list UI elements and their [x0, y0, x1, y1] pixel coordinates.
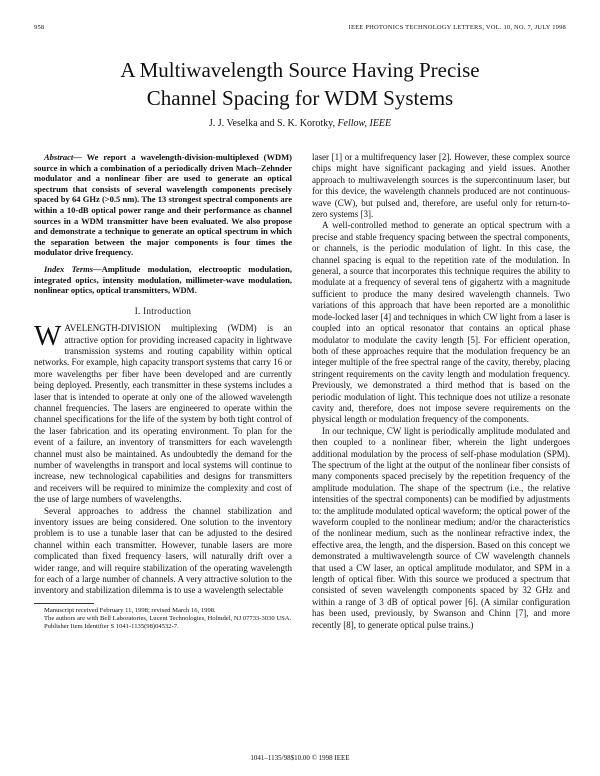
right-column	[312, 152, 570, 631]
body-paragraph-3: In our technique, CW light is periodically amplitude modulated and then coupled to a nonlinear fiber, wherein the light undergoes additional modulation by the process of self-phase modulation (SPM). The spectrum of the light at the output of the nonlinear fiber consists of many components spaced precisely by the repetition frequency of the amplitude modulation. The shape of the spectrum (i.e., the relative intensities of the spectral components) can be modified by adjustments to: the amplitude modulated optical waveform; the optical power of the waveform coupled to the nonlinear medium; and/or the characteristics of the nonlinear medium, such as the nonlinear refractive index, the effective area, the length, and the dispersion. Based on this concept we demonstrated a multiwavelength source of CW wavelength channels that used a CW laser, an optical amplitude modulator, and SPM in a length of optical fiber. With this source we produced a spectrum that consisted of seven wavelength components spaced by 32 GHz and within a range of 3 dB of optical power [6]. (A similar configuration has been used, previously, by Swanson and Chinn [7], and more recently [8], to generate optical pulse trains.)	[312, 425, 570, 630]
author-line	[34, 118, 566, 129]
paper-title	[34, 56, 566, 112]
left-column	[34, 152, 292, 631]
page-number: 958	[34, 24, 45, 31]
index-terms-text: —Amplitude modulation, electrooptic modulation, integrated optics, intensity modulation, millimeter-wave modulation, nonlinear optics, optical transmitters, WDM.	[34, 263, 292, 296]
title-line-2: Channel Spacing for WDM Systems	[146, 86, 454, 110]
body-paragraph-1: laser [1] or a multifrequency laser [2]. However, these complex source chips might have significant packaging and yield issues. Another approach to multiwavelength sources is the supercontinuum laser, but for this device, the wavelength channels produced are not continuous-wave (CW), but pulsed and, therefore, are useful only for return-to-zero systems [3].	[312, 152, 570, 220]
footnote-affiliation: The authors are with Bell Laboratories, Lucent Technologies, Holmdel, NJ 07733-3030 USA.	[44, 614, 292, 622]
journal-name: IEEE PHOTONICS TECHNOLOGY LETTERS, VOL. 10, NO. 7, JULY 1998	[348, 24, 566, 31]
intro-paragraph-1	[34, 320, 292, 506]
abstract-text: We report a wavelength-division-multiplexed (WDM) source in which a combination of a periodically driven Mach–Zehnder modulator and a nonlinear fiber are used to generate an optical spectrum that consists of several wavelength components precisely spaced by 64 GHz (>0.5 nm). The 13 strongest spectral components are within a 10-dB optical power range and their performance as channel sources in a WDM transmitter have been evaluated. We also propose and demonstrate a technique to generate an optical spectrum in which the separation between the major components is four times the modulator drive frequency.	[34, 152, 292, 258]
drop-cap: W	[34, 320, 62, 353]
footnote-identifier: Publisher Item Identifier S 1041-1135(98)04532-7.	[44, 622, 179, 630]
author-names: J. J. Veselka and S. K. Korotky,	[208, 118, 335, 129]
footnote-divider	[34, 603, 94, 604]
author-title: Fellow, IEEE	[337, 118, 392, 129]
intro-p1-text: AVELENGTH-DIVISION multiplexing (WDM) is an attractive option for providing increased capacity in lightwave transmission systems and routing capability within optical networks. For example, high capacity transport systems that carry 16 or more wavelengths per fiber have been developed and are currently being deployed. Presently, each transmitter in these systems includes a laser that is intended to operate at only one of the allowed wavelength channel frequencies. The lasers are engineered to operate within the channel specifications for the life of the system by both tight control of the laser fabrication and its operating environment. To plan for the event of a failure, an inventory of transmitters for each wavelength channel must also be maintained. As undoubtedly the demand for the number of wavelengths in transport and local systems will continue to increase, new technological capabilities and designs for transmitters and receivers will be required to minimize the complexity and cost of the use of large numbers of wavelengths.	[34, 323, 292, 505]
title-line-1: A Multiwavelength Source Having Precise	[120, 58, 480, 82]
abstract	[34, 152, 292, 258]
index-terms	[34, 264, 292, 296]
intro-paragraph-2: Several approaches to address the channel stabilization and inventory issues are being considered. One solution to the inventory problem is to use a tunable laser that can be adjusted to the desired channel within each transmitter. However, tunable lasers are more complicated than fixed frequency lasers, will naturally drift over a wider range, and will require stabilization of the operating wavelength for each of a large number of channels. A very attractive solution to the inventory and stabilization dilemma is to use a wavelength selectable	[34, 505, 292, 596]
copyright-footer: 1041–1135/98$10.00 © 1998 IEEE	[250, 754, 350, 762]
abstract-label: Abstract—	[44, 152, 82, 162]
section-heading: I. Introduction	[134, 305, 192, 316]
index-terms-label: Index Terms	[44, 263, 94, 274]
footnote-manuscript: Manuscript received February 11, 1998; revised March 16, 1998.	[44, 606, 216, 614]
body-paragraph-2: A well-controlled method to generate an optical spectrum with a precise and stable frequency spacing between the spectral components, or channels, is the periodic modulation of light. In this case, the channel spacing is equal to the repetition rate of the modulation. In general, a source that incorporates this technique requires the ability to modulate at a frequency of several tens of gigahertz with a magnitude sufficient to produce the many desired wavelength channels. Two variations of this approach that have been reported are a monolithic mode-locked laser [4] and techniques in which CW light from a laser is coupled into an optical resonator that contains an optical phase modulator to modulate the cavity length [5]. For efficient operation, both of these approaches require that the modulation frequency be an integer multiple of the free spectral range of the cavity, thereby, placing stringent requirements on the cavity length and modulation frequency. Previously, we demonstrated a third method that is based on the periodic modulation of light. This technique does not utilize a resonate cavity and, therefore, does not impose severe requirements on the physical length or modulation frequency of the components.	[312, 220, 570, 425]
